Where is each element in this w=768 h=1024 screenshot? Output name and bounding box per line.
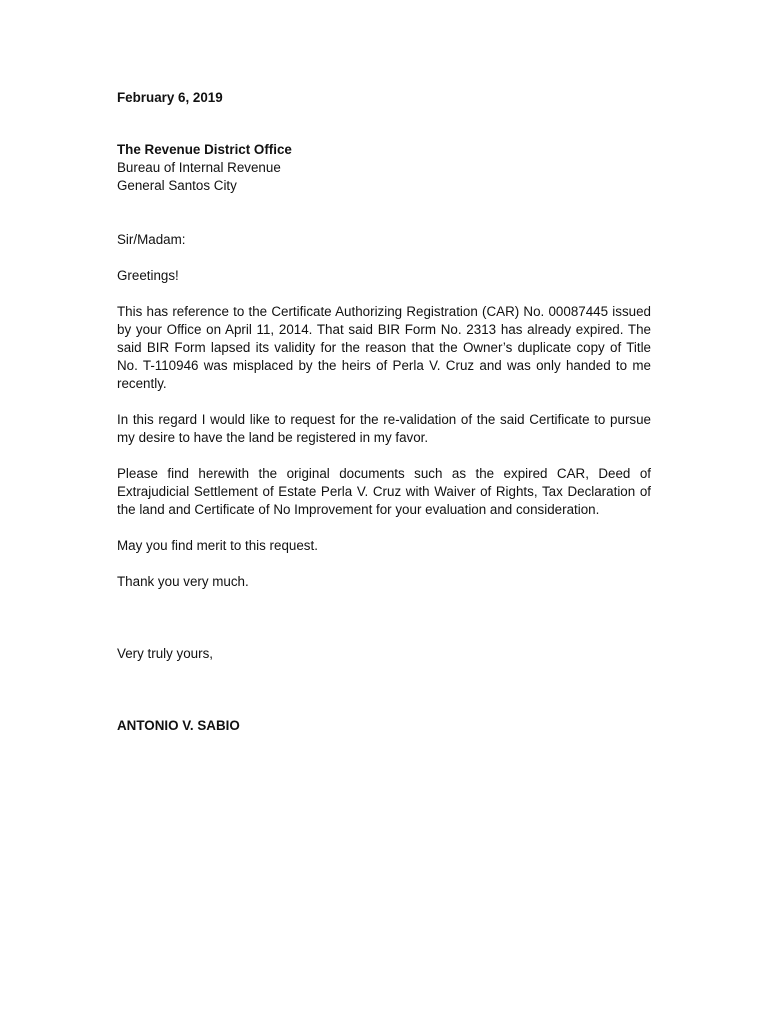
letter-body [117,89,651,735]
recipient-agency: Bureau of Internal Revenue [117,160,281,175]
paragraph-request: In this regard I would like to request for the re-validation of the said Certificate to pursue my desire to have the land be registered in my favor. [117,412,651,445]
recipient-office: The Revenue District Office [117,142,292,157]
paragraph-documents: Please find herewith the original documents such as the expired CAR, Deed of Extrajudicial Settlement of Estate Perla V. Cruz with Waiver of Rights, Tax Declaration of the land and Certificate of No Improvement for your evaluation and consideration. [117,466,651,517]
paragraph-merit: May you find merit to this request. [117,538,318,553]
salutation: Sir/Madam: [117,232,186,247]
letter-date: February 6, 2019 [117,90,223,105]
signatory-name: ANTONIO V. SABIO [117,718,240,733]
greeting: Greetings! [117,268,179,283]
paragraph-thanks: Thank you very much. [117,574,249,589]
paragraph-reference: This has reference to the Certificate Authorizing Registration (CAR) No. 00087445 issued by your Office on April 11, 2014. That said BIR Form No. 2313 has already expired. The said BIR Form lapsed its validity for the reason that the Owner’s duplicate copy of Title No. T-110946 was misplaced by the heirs of Perla V. Cruz and was only handed to me recently. [117,304,651,391]
recipient-address [117,141,651,195]
closing: Very truly yours, [117,646,213,661]
recipient-city: General Santos City [117,178,237,193]
